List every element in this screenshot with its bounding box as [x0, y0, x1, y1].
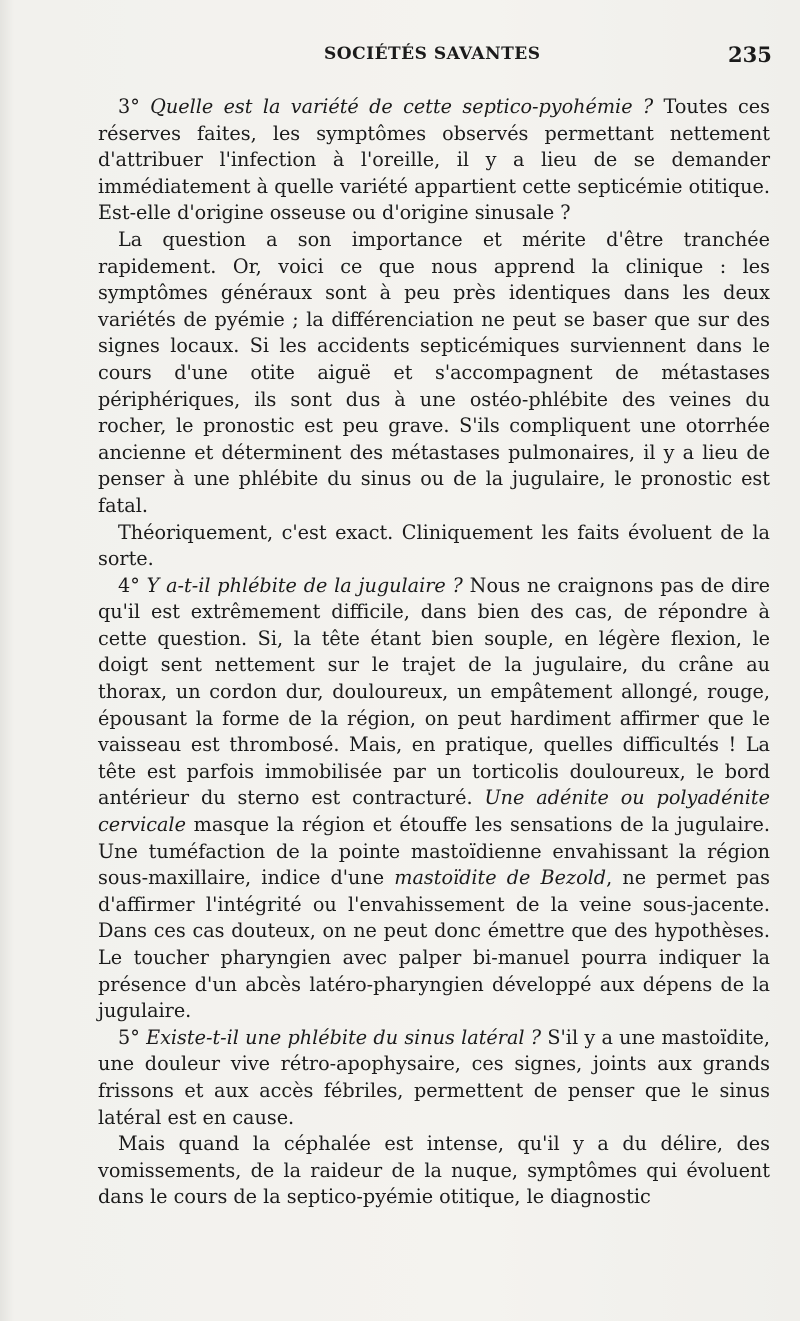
page-header	[0, 44, 800, 74]
text-segment: Théoriquement, c'est exact. Cliniquement les faits évoluent de la sorte.	[98, 520, 770, 571]
page-number: 235	[728, 42, 772, 67]
italic-segment: mastoïdite de Bezold	[394, 866, 607, 890]
paragraph-4	[98, 573, 770, 1025]
text-segment: La question a son importance et mérite d'être tranchée rapidement. Or, voici ce que nous apprend la clinique : les symptômes généraux sont à peu près identiques dans les deux variétés de pyémie ; la différenciation ne peut se baser que sur des signes locaux. Si les accidents septicémiques surviennent dans le cours d'une otite aiguë et s'accompagnent de métastases périphériques, ils sont dus à une ostéo-phlébite des veines du rocher, le pronostic est peu grave. S'ils compliquent une otorrhée ancienne et déterminent des métastases pulmonaires, il y a lieu de penser à une phlébite du sinus ou de la jugulaire, le pronostic est fatal.	[98, 227, 770, 517]
italic-segment: Existe-t-il une phlébite du sinus latéral ?	[146, 1025, 542, 1049]
paragraph-3	[98, 520, 770, 573]
italic-segment: Quelle est la variété de cette septico-pyohémie ?	[150, 95, 654, 118]
text-segment: Mais quand la céphalée est intense, qu'il y a du délire, des vomissements, de la raideur de la nuque, symptômes qui évoluent dans le cours de la septico-pyémie otitique, le diagnostic	[98, 1132, 770, 1209]
text-segment: 5°	[118, 1025, 147, 1049]
text-segment: 3°	[118, 95, 151, 118]
text-segment: , ne permet pas d'affirmer l'intégrité ou l'envahissement de la veine sous-jacente. Dans ces cas douteux, on ne peut donc émettre que des hypothèses. Le toucher pharyngien avec palper bi-manuel pourra indiquer la présence d'un abcès latéro-pharyngien développé aux dépens de la jugulaire.	[98, 866, 770, 1023]
italic-segment: Une adénite ou polyadénite cervicale	[98, 786, 770, 837]
italic-segment: Y a-t-il phlébite de la jugulaire ?	[146, 573, 463, 597]
paragraph-1	[98, 94, 770, 227]
text-segment: masque la région et étouffe les sensations de la jugulaire. Une tuméfaction de la pointe mastoïdienne envahissant la région sous-maxillaire, indice d'une	[98, 813, 770, 890]
text-segment: S'il y a une mastoïdite, une douleur vive rétro-apophysaire, ces signes, joints aux grands frissons et aux accès fébriles, permettent de penser que le sinus latéral est en cause.	[98, 1025, 770, 1129]
paragraph-5	[98, 1025, 770, 1131]
text-segment: 4°	[118, 573, 147, 597]
paragraph-2	[98, 227, 770, 520]
text-segment: Nous ne craignons pas de dire qu'il est extrêmement difficile, dans bien des cas, de répondre à cette question. Si, la tête étant bien souple, en légère flexion, le doigt sent nettement sur le trajet de la jugulaire, du crâne au thorax, un cordon dur, douloureux, un empâtement allongé, rouge, épousant la forme de la région, on peut hardiment affirmer que le vaisseau est thrombosé. Mais, en pratique, quelles difficultés ! La tête est parfois immobilisée par un torticolis douloureux, le bord antérieur du sterno est contracturé.	[98, 573, 770, 810]
text-segment: Toutes ces réserves faites, les symptômes observés permettant nettement d'attribuer l'infection à l'oreille, il y a lieu de se demander immédiatement à quelle variété appartient cette septicémie otitique. Est-elle d'origine osseuse ou d'origine sinusale ?	[98, 95, 770, 225]
running-title: SOCIÉTÉS SAVANTES	[324, 44, 541, 64]
paragraph-6	[98, 1131, 770, 1211]
body-text	[98, 94, 770, 1211]
